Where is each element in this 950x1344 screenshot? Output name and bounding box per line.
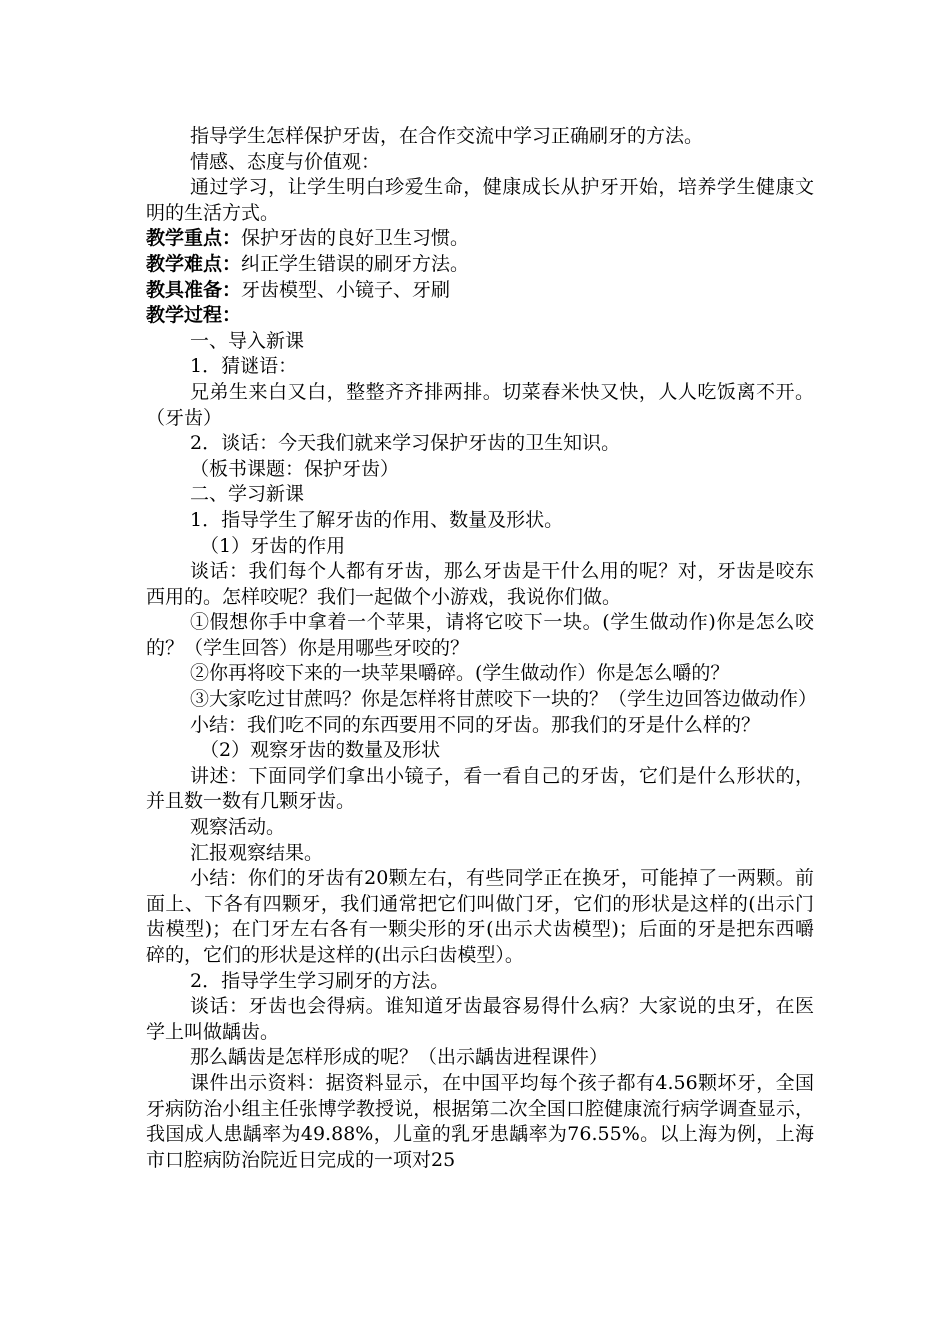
section-heading-row [146, 252, 814, 278]
body-paragraph: ②你再将咬下来的一块苹果嚼碎。(学生做动作）你是怎么嚼的？ [190, 662, 730, 685]
body-paragraph: 观察活动。 [190, 816, 286, 839]
body-paragraph: 指导学生怎样保护牙齿，在合作交流中学习正确刷牙的方法。 [190, 125, 704, 147]
body-paragraph: 1．指导学生了解牙齿的作用、数量及形状。 [190, 508, 564, 531]
body-paragraph: 一、导入新课 [190, 329, 305, 352]
document-page [146, 124, 818, 1173]
body-paragraph: ①假想你手中拿着一个苹果，请将它咬下一块。(学生做动作)你是怎么咬的？（学生回答）你是用哪些牙咬的？ [146, 611, 814, 659]
section-label: 教具准备： [146, 278, 242, 301]
body-paragraph: 那么龋齿是怎样形成的呢？（出示龋齿进程课件） [190, 1046, 609, 1069]
section-label: 教学重点： [146, 227, 242, 250]
body-paragraph: ③大家吃过甘蔗吗？你是怎样将甘蔗咬下一块的？（学生边回答边做动作） [190, 688, 818, 711]
body-paragraph: （2）观察牙齿的数量及形状 [200, 739, 441, 762]
section-value: 保护牙齿的良好卫生习惯。 [241, 227, 470, 250]
body-paragraph: 谈话：我们每个人都有牙齿，那么牙齿是干什么用的呢？对，牙齿是咬东西用的。怎样咬呢？我们一起做个小游戏，我说你们做。 [146, 560, 814, 608]
body-paragraph: 汇报观察结果。 [190, 841, 324, 864]
section-value: 牙齿模型、小镜子、牙刷 [241, 278, 451, 301]
body-paragraph: 情感、态度与价值观： [190, 150, 381, 173]
body-paragraph: 讲述：下面同学们拿出小镜子，看一看自己的牙齿，它们是什么形状的，并且数一数有几颗牙齿。 [146, 764, 814, 813]
body-paragraph: 2．谈话：今天我们就来学习保护牙齿的卫生知识。 [190, 432, 621, 455]
body-paragraph: 1．猜谜语： [190, 355, 298, 378]
body-paragraph: 课件出示资料：据资料显示，在中国平均每个孩子都有4.56颗坏牙，全国牙病防治小组主任张博学教授说，根据第二次全国口腔健康流行病学调查显示，我国成人患龋率为49.88%，儿童的乳牙患龋率为76.55%。以上海为例，上海市口腔病防治院近日完成的一项对25 [146, 1071, 814, 1171]
section-heading-row [146, 303, 814, 329]
body-paragraph: 兄弟生来白又白，整整齐齐排两排。切菜舂米快又快，人人吃饭离不开。（牙齿） [146, 380, 814, 429]
body-paragraph: （1）牙齿的作用 [200, 534, 346, 557]
body-paragraph: 谈话：牙齿也会得病。谁知道牙齿最容易得什么病？大家说的虫牙，在医学上叫做龋齿。 [146, 995, 814, 1043]
section-value: 纠正学生错误的刷牙方法。 [241, 252, 470, 275]
body-paragraph: 小结：你们的牙齿有20颗左右，有些同学正在换牙，可能掉了一两颗。前面上、下各有四颗牙，我们通常把它们叫做门牙，它们的形状是这样的(出示门齿模型)；在门牙左右各有一颗尖形的牙(出示犬齿模型)；后面的牙是把东西嚼碎的，它们的形状是这样的(出示臼齿模型）。 [146, 867, 814, 966]
body-paragraph: （板书课题：保护牙齿） [190, 457, 400, 480]
section-heading-row [146, 278, 814, 304]
body-paragraph: 小结：我们吃不同的东西要用不同的牙齿。那我们的牙是什么样的？ [190, 713, 761, 736]
body-paragraph: 2．指导学生学习刷牙的方法。 [190, 969, 450, 992]
section-heading-row [146, 226, 814, 252]
section-label: 教学过程： [146, 304, 242, 327]
section-label: 教学难点： [146, 252, 242, 275]
body-paragraph: 通过学习，让学生明白珍爱生命，健康成长从护牙开始，培养学生健康文明的生活方式。 [146, 176, 814, 224]
body-paragraph: 二、学习新课 [190, 483, 305, 506]
